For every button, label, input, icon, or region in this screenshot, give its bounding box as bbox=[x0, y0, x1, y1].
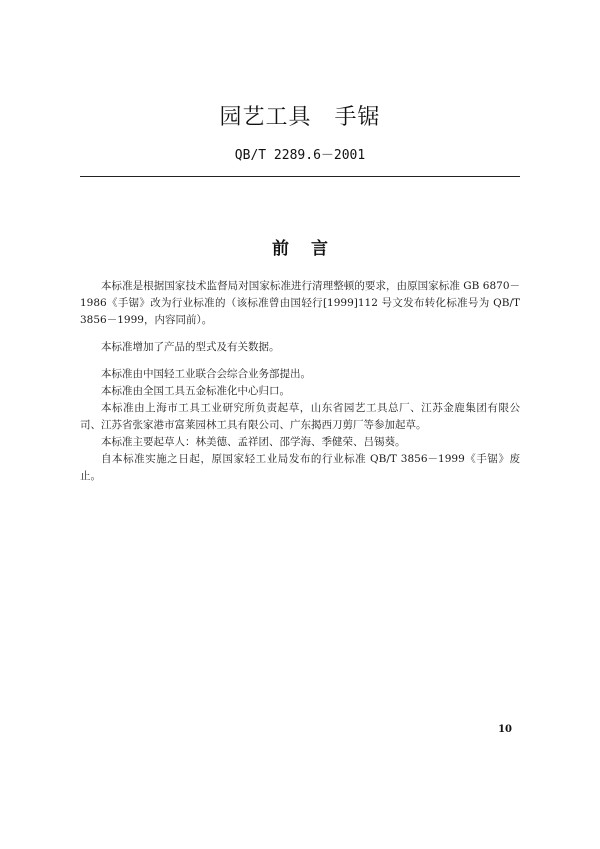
foreword-heading-char: 言 bbox=[311, 239, 328, 259]
foreword-paragraph: 自本标准实施之日起，原国家轻工业局发布的行业标准 QB/T 3856－1999《手锯》废止。 bbox=[80, 453, 520, 482]
foreword-paragraph: 本标准由上海市工具工业研究所负责起草，山东省园艺工具总厂、江苏金鹿集团有限公司、江苏省张家港市富莱园林工具有限公司、广东揭西刀剪厂等参加起草。 bbox=[80, 402, 520, 431]
foreword-paragraph: 本标准增加了产品的型式及有关数据。 bbox=[101, 341, 280, 353]
foreword-paragraph: 本标准是根据国家技术监督局对国家标准进行清理整顿的要求，由原国家标准 GB 6870－1986《手锯》改为行业标准的（该标准曾由国轻行[1999]112 号文发布转化标准号为 QB/T 3856－1999，内容同前）。 bbox=[80, 280, 520, 326]
foreword-paragraph: 本标准由中国轻工业联合会综合业务部提出。 bbox=[101, 368, 311, 380]
foreword-paragraph: 本标准由全国工具五金标准化中心归口。 bbox=[101, 385, 290, 397]
foreword-body bbox=[80, 278, 520, 485]
page-number: 10 bbox=[498, 724, 512, 735]
document-title: 园艺工具 手锯 bbox=[219, 105, 381, 130]
foreword-heading bbox=[0, 234, 600, 259]
header-divider bbox=[80, 176, 520, 177]
foreword-heading-char: 前 bbox=[272, 239, 289, 259]
standard-code: QB/T 2289.6－2001 bbox=[234, 148, 366, 163]
foreword-paragraph: 本标准主要起草人：林美德、孟祥团、邵学海、季健荣、吕锡葵。 bbox=[101, 436, 406, 448]
